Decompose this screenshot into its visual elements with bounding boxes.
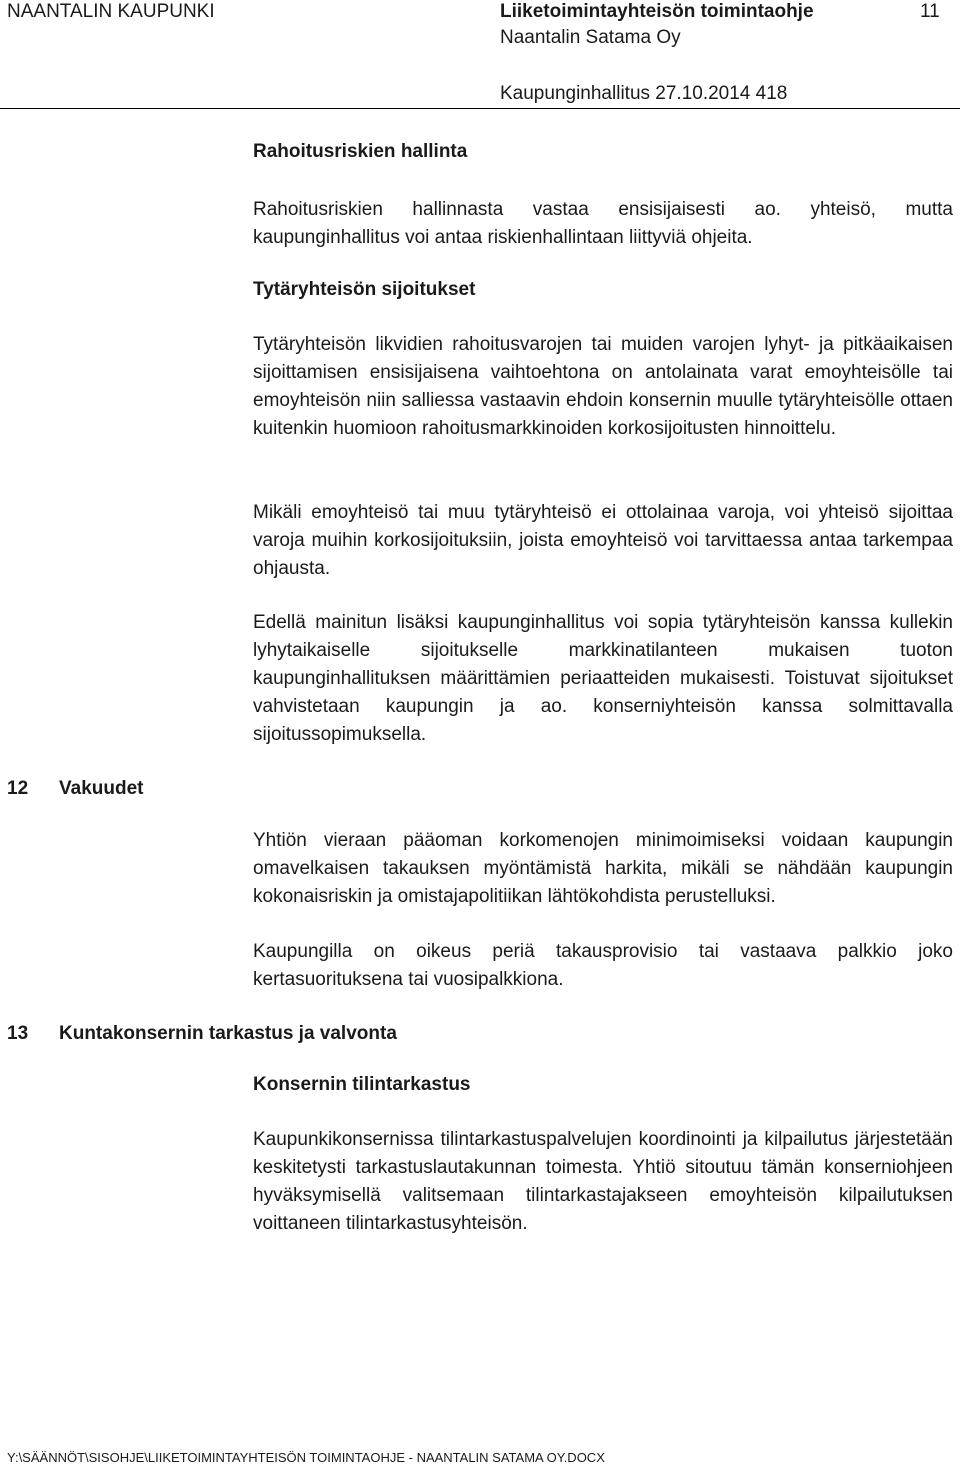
paragraph-sijoitukset-1: Tytäryhteisön likvidien rahoitusvarojen tai muiden varojen lyhyt- ja pitkäaikaisen sijoittamisen ensisijaisena vaihtoehtona on antolainata varat emoyhteisölle tai emoyhteisön niin salliessa vastaavin ehdoin konsernin muulle tytäryhteisölle ottaen kuitenkin huomioon rahoitusmarkkinoiden korkosijoitusten hinnoittelu. [253,334,953,439]
sijoitukset-para-3-block [253,609,953,749]
section12-para-2-block [253,938,953,994]
subheading-sijoitukset: Tytäryhteisön sijoitukset [253,279,476,300]
section-number-12: 12 [7,778,29,799]
sijoitukset-para-2-block [253,499,953,583]
section12-para-1-block [253,827,953,911]
sijoitukset-heading-block [253,276,953,304]
paragraph-tilintarkastus: Kaupunkikonsernissa tilintarkastuspalvelujen koordinointi ja kilpailutus järjestetään keskitetysti tarkastuslautakunnan toimesta. Yhtiö sitoutuu tämän konserniohjeen hyväksymisellä valitsemaan tilintarkastajakseen emoyhteisön kilpailutuksen voittaneen tilintarkastusyhteisön. [253,1129,953,1234]
section13-subheading-block [253,1071,953,1099]
subheading-rahoitusriskit: Rahoitusriskien hallinta [253,141,468,162]
header-company: Naantalin Satama Oy [500,27,681,48]
rahoitusriskit-text-block [253,196,953,252]
subheading-tilintarkastus: Konsernin tilintarkastus [253,1074,471,1095]
section-title-13: Kuntakonsernin tarkastus ja valvonta [59,1023,397,1044]
section-heading-12 [7,775,143,803]
header-rule [0,108,960,109]
sijoitukset-para-1-block [253,331,953,443]
header-document-title: Liiketoimintayhteisön toimintaohje [500,1,814,22]
header-meeting-reference: Kaupunginhallitus 27.10.2014 418 [500,83,788,104]
section-title-12: Vakuudet [59,778,144,799]
page-number: 11 [920,1,940,22]
footer-file-path: Y:\SÄÄNNÖT\SISOHJE\LIIKETOIMINTAYHTEISÖN TOIMINTAOHJE - NAANTALIN SATAMA OY.DOCX [7,1450,605,1465]
paragraph-rahoitusriskit: Rahoitusriskien hallinnasta vastaa ensisijaisesti ao. yhteisö, mutta kaupunginhallitus voi antaa riskienhallintaan liittyviä ohjeita. [253,199,953,248]
section13-para-block [253,1126,953,1238]
section-heading-13 [7,1020,397,1048]
paragraph-sijoitukset-3: Edellä mainitun lisäksi kaupunginhallitus voi sopia tytäryhteisön kanssa kullekin lyhytaikaiselle sijoitukselle markkinatilanteen mukaisen tuoton kaupunginhallituksen määrittämien periaatteiden mukaisesti. Toistuvat sijoitukset vahvistetaan kaupungin ja ao. konserniyhteisön kanssa solmittavalla sijoitussopimuksella. [253,612,953,745]
paragraph-sijoitukset-2: Mikäli emoyhteisö tai muu tytäryhteisö ei ottolainaa varoja, voi yhteisö sijoittaa varoja muihin korkosijoituksiin, joista emoyhteisö voi tarvittaessa antaa tarkempaa ohjausta. [253,502,953,579]
paragraph-vakuudet-2: Kaupungilla on oikeus periä takausprovisio tai vastaava palkkio joko kertasuorituksena tai vuosipalkkiona. [253,941,953,990]
paragraph-vakuudet-1: Yhtiön vieraan pääoman korkomenojen minimoimiseksi voidaan kaupungin omavelkaisen takauksen myöntämistä harkita, mikäli se nähdään kaupungin kokonaisriskin ja omistajapolitiikan lähtökohdista perustelluksi. [253,830,953,907]
section-number-13: 13 [7,1023,29,1044]
rahoitusriskit-block [253,138,953,166]
header-organization: NAANTALIN KAUPUNKI [7,1,215,22]
